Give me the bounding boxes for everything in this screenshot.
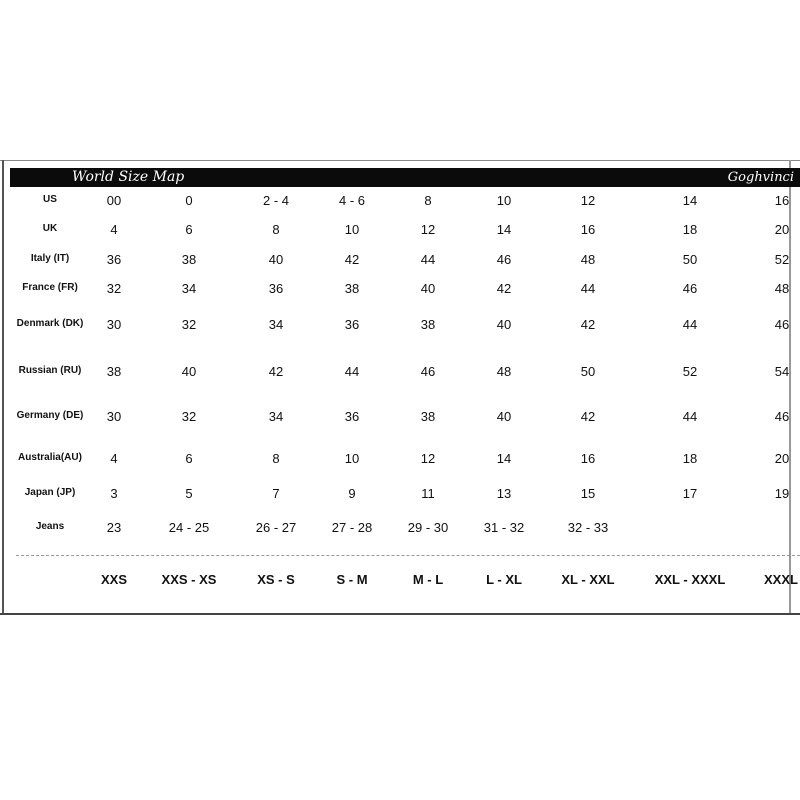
- table-cell: 48: [580, 251, 596, 267]
- table-cell: 54: [774, 363, 790, 379]
- table-cell: 16: [580, 221, 596, 237]
- letter-size-cell: M - L: [412, 572, 444, 587]
- table-cell: 50: [580, 363, 596, 379]
- row-label: Russian (RU): [18, 365, 82, 376]
- table-row: [0, 361, 800, 381]
- letter-size-cell: XXS - XS: [161, 572, 217, 587]
- row-label: Italy (IT): [30, 253, 70, 264]
- table-row: [0, 398, 800, 434]
- row-label: Japan (JP): [24, 487, 76, 498]
- table-cell: 0: [185, 192, 193, 208]
- table-cell: 14: [682, 192, 698, 208]
- table-cell: 16: [580, 450, 596, 466]
- table-cell: 38: [106, 363, 122, 379]
- table-cell: 10: [496, 192, 512, 208]
- table-cell: 19: [774, 485, 790, 501]
- table-cell: 29 - 30: [407, 519, 449, 535]
- table-row: [0, 190, 800, 210]
- letter-size-cell: S - M: [336, 572, 368, 587]
- table-cell: 50: [682, 251, 698, 267]
- table-row: [0, 448, 800, 468]
- table-cell: 46: [774, 316, 790, 332]
- table-cell: 18: [682, 221, 698, 237]
- table-cell: 32 - 33: [567, 519, 609, 535]
- table-cell: 34: [181, 280, 197, 296]
- table-cell: 46: [420, 363, 436, 379]
- table-cell: 52: [774, 251, 790, 267]
- letter-size-cell: XXL - XXXL: [654, 572, 726, 587]
- table-cell: 40: [496, 316, 512, 332]
- row-label: Jeans: [35, 521, 65, 532]
- table-cell: 11: [421, 485, 435, 501]
- table-cell: 44: [420, 251, 436, 267]
- table-cell: 9: [348, 485, 356, 501]
- table-cell: 8: [424, 192, 432, 208]
- table-cell: 31 - 32: [483, 519, 525, 535]
- table-cell: 4: [110, 450, 118, 466]
- row-label: Australia(AU): [18, 452, 82, 463]
- table-title: World Size Map: [72, 169, 185, 185]
- table-cell: 27 - 28: [331, 519, 373, 535]
- table-divider: [16, 555, 800, 557]
- letter-size-cell: L - XL: [486, 572, 522, 587]
- table-row: [0, 278, 800, 298]
- table-cell: 38: [420, 408, 436, 424]
- table-cell: 48: [496, 363, 512, 379]
- table-row: [0, 306, 800, 342]
- table-cell: 38: [420, 316, 436, 332]
- table-cell: 34: [268, 408, 284, 424]
- table-cell: 20: [774, 450, 790, 466]
- table-cell: 18: [682, 450, 698, 466]
- table-cell: 42: [268, 363, 284, 379]
- letter-size-cell: XS - S: [257, 572, 295, 587]
- table-cell: 36: [344, 408, 360, 424]
- table-cell: 40: [181, 363, 197, 379]
- table-cell: 4: [110, 221, 118, 237]
- table-row: [0, 483, 800, 503]
- letter-size-cell: XL - XXL: [561, 572, 615, 587]
- table-cell: 44: [580, 280, 596, 296]
- table-row: [0, 517, 800, 537]
- table-cell: 5: [185, 485, 193, 501]
- table-cell: 32: [181, 316, 197, 332]
- letter-size-cell: XXXL: [764, 572, 798, 587]
- table-cell: 10: [344, 221, 360, 237]
- table-cell: 46: [682, 280, 698, 296]
- table-cell: 6: [185, 221, 193, 237]
- brand-name: Goghvinci: [727, 170, 794, 185]
- table-cell: 44: [682, 408, 698, 424]
- table-cell: 6: [185, 450, 193, 466]
- table-cell: 12: [420, 221, 436, 237]
- table-cell: 36: [344, 316, 360, 332]
- table-cell: 34: [268, 316, 284, 332]
- table-cell: 42: [580, 316, 596, 332]
- row-label: Germany (DE): [16, 410, 84, 421]
- table-cell: 12: [420, 450, 436, 466]
- table-cell: 24 - 25: [168, 519, 210, 535]
- table-cell: 15: [580, 485, 596, 501]
- table-cell: 26 - 27: [255, 519, 297, 535]
- table-cell: 7: [272, 485, 280, 501]
- table-cell: 40: [268, 251, 284, 267]
- table-cell: 14: [496, 450, 512, 466]
- table-cell: 30: [106, 408, 122, 424]
- table-cell: 32: [106, 280, 122, 296]
- table-cell: 52: [682, 363, 698, 379]
- table-cell: 46: [496, 251, 512, 267]
- table-cell: 32: [181, 408, 197, 424]
- table-cell: 16: [774, 192, 790, 208]
- table-cell: 40: [496, 408, 512, 424]
- table-cell: 10: [344, 450, 360, 466]
- bottom-rule: [0, 613, 800, 615]
- table-cell: 42: [580, 408, 596, 424]
- row-label: US: [43, 194, 57, 205]
- top-rule: [0, 160, 800, 161]
- row-label: Denmark (DK): [16, 318, 84, 329]
- table-cell: 46: [774, 408, 790, 424]
- table-cell: 44: [344, 363, 360, 379]
- table-cell: 48: [774, 280, 790, 296]
- letter-size-cell: XXS: [100, 572, 128, 587]
- table-cell: 8: [272, 221, 280, 237]
- table-cell: 14: [496, 221, 512, 237]
- table-cell: 13: [496, 485, 512, 501]
- table-header-bar: [10, 168, 800, 187]
- table-cell: 38: [181, 251, 197, 267]
- table-cell: 40: [420, 280, 436, 296]
- table-cell: 2 - 4: [262, 192, 289, 208]
- table-cell: 36: [268, 280, 284, 296]
- table-cell: 23: [106, 519, 122, 535]
- table-cell: 42: [344, 251, 360, 267]
- table-cell: 8: [272, 450, 280, 466]
- table-cell: 42: [496, 280, 512, 296]
- table-cell: 17: [682, 485, 698, 501]
- table-cell: [640, 517, 740, 537]
- row-label: UK: [42, 223, 58, 234]
- table-cell: 00: [106, 192, 122, 208]
- row-label: France (FR): [22, 282, 78, 293]
- table-cell: 38: [344, 280, 360, 296]
- table-cell: 20: [774, 221, 790, 237]
- table-row: [0, 249, 800, 269]
- table-cell: [732, 517, 800, 537]
- table-cell: 44: [682, 316, 698, 332]
- table-cell: 36: [106, 251, 122, 267]
- table-cell: 3: [110, 485, 118, 501]
- table-cell: 4 - 6: [338, 192, 365, 208]
- table-row: [0, 219, 800, 239]
- table-cell: 30: [106, 316, 122, 332]
- table-cell: 12: [580, 192, 596, 208]
